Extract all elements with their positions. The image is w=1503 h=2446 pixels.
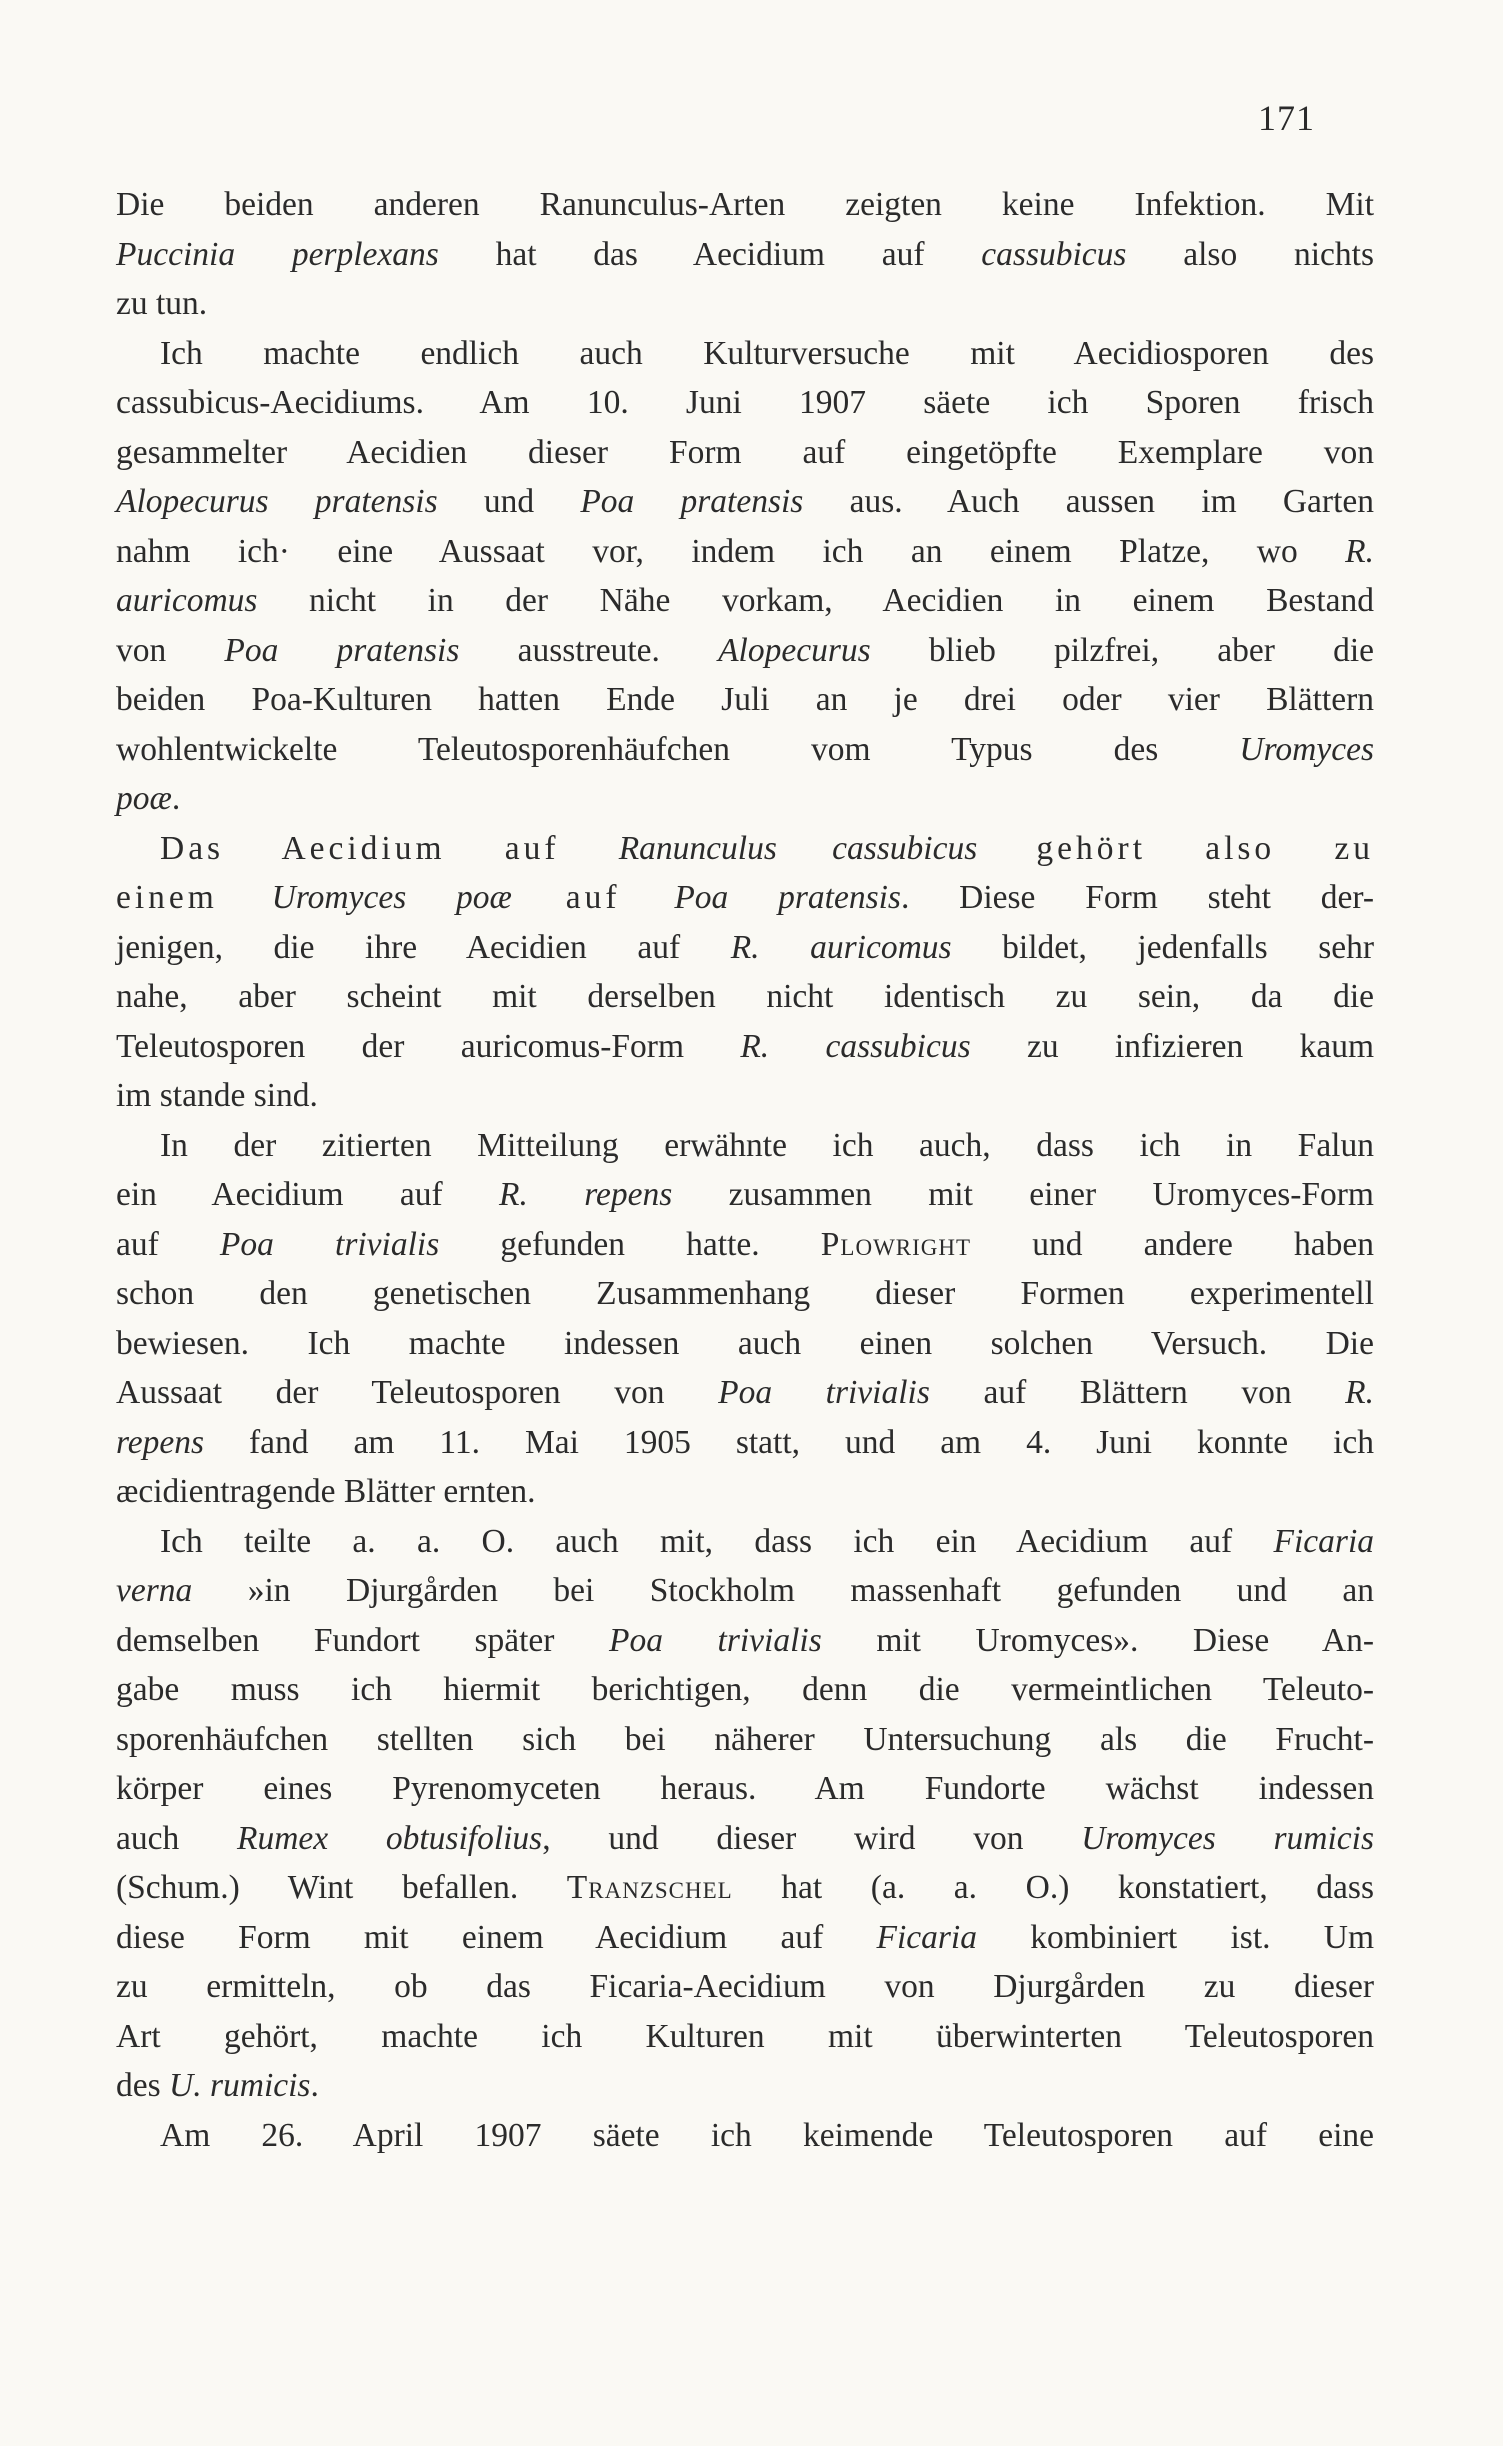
italic-text: auricomus [116, 582, 258, 619]
text-run: blieb pilzfrei, aber die [870, 631, 1375, 669]
text-line [116, 2061, 1374, 2111]
text-run: auf Blättern von [929, 1374, 1346, 1411]
text-run: gehört also zu [977, 829, 1374, 867]
text-line [116, 1368, 1374, 1418]
italic-text: Uromyces [1239, 730, 1374, 768]
small-caps-name: Tranzschel [566, 1869, 733, 1906]
text-line [116, 378, 1374, 428]
text-run: auch [116, 1819, 237, 1857]
text-line [116, 1467, 1374, 1517]
text-run: ausstreute. [459, 631, 719, 669]
text-run: (Schum.) Wint befallen. [116, 1869, 567, 1906]
text-line [116, 428, 1374, 478]
page-number: 171 [1258, 98, 1315, 138]
text-line [116, 1517, 1374, 1567]
italic-text: U. rumicis [169, 2067, 311, 2104]
italic-text: verna [116, 1572, 193, 1609]
text-run: Die beiden anderen Ranunculus-Arten zeigten keine Infektion. Mit [116, 186, 1374, 223]
text-run: hat (a. a. O.) konstatiert, dass [732, 1869, 1374, 1906]
text-line [116, 1220, 1374, 1270]
text-run: zu infizieren kaum [970, 1027, 1375, 1065]
text-run: von [116, 631, 225, 669]
text-line [116, 2111, 1374, 2161]
text-line [116, 1814, 1374, 1864]
text-line [116, 824, 1374, 874]
text-line [116, 1170, 1374, 1220]
text-line [116, 923, 1374, 973]
text-line [116, 1764, 1374, 1814]
text-run: cassubicus-Aecidiums. Am 10. Juni 1907 säete ich Sporen frisch [116, 384, 1374, 421]
text-line [116, 1962, 1374, 2012]
text-run: wohlentwickelte Teleutosporenhäufchen vom Typus des [116, 730, 1240, 768]
text-run: nahe, aber scheint mit derselben nicht identisch zu sein, da die [116, 978, 1374, 1015]
italic-text: Poa pratensis [224, 631, 460, 669]
text-run: einem [116, 879, 272, 916]
text-run: Am 26. April 1907 säete ich keimende Teleutosporen auf eine [160, 2116, 1374, 2154]
text-line [116, 576, 1374, 626]
text-run: zu ermitteln, ob das Ficaria-Aecidium von Djurgården zu dieser [116, 1968, 1374, 2005]
text-run: aus. Auch aussen im Garten [803, 483, 1374, 520]
text-run: mit Uromyces». Diese An- [821, 1621, 1374, 1659]
text-run: gefunden hatte. [439, 1225, 821, 1263]
text-run: und [437, 483, 581, 520]
text-run: demselben Fundort später [116, 1621, 610, 1659]
italic-text: repens [116, 1423, 205, 1461]
text-run: diese Form mit einem Aecidium auf [116, 1918, 877, 1956]
small-caps-name: Plowright [820, 1225, 972, 1263]
text-run: æcidientragende Blätter ernten. [116, 1473, 536, 1510]
text-run: Ich machte endlich auch Kulturversuche mit Aecidiosporen des [160, 334, 1374, 372]
text-run: also nichts [1126, 235, 1374, 273]
text-run: auf [116, 1225, 220, 1263]
text-run: nicht in der Nähe vorkam, Aecidien in einem Bestand [257, 582, 1374, 619]
text-run: »in Djurgården bei Stockholm massenhaft gefunden und an [192, 1572, 1374, 1609]
text-run: und andere haben [971, 1225, 1374, 1263]
italic-text: Poa trivialis [609, 1621, 822, 1659]
italic-text: Poa pratensis [674, 879, 901, 916]
text-run: . Diese Form steht der- [900, 879, 1374, 916]
text-run: nahm ich· eine Aussaat vor, indem ich an einem Platze, wo [116, 532, 1346, 570]
text-line [116, 1715, 1374, 1765]
text-line [116, 774, 1374, 824]
italic-text: Alopecurus [718, 631, 871, 669]
text-run: gabe muss ich hiermit berichtigen, denn die vermeintlichen Teleuto- [116, 1671, 1374, 1708]
text-line [116, 2012, 1374, 2062]
text-line [116, 527, 1374, 577]
text-line [116, 1418, 1374, 1468]
text-run: Das Aecidium auf [160, 829, 619, 867]
text-line [116, 329, 1374, 379]
text-line [116, 1319, 1374, 1369]
text-run: ein Aecidium auf [116, 1176, 500, 1213]
italic-text: R. auricomus [730, 928, 952, 966]
italic-text: R. [1345, 1374, 1374, 1411]
text-line [116, 1863, 1374, 1913]
text-line [116, 1071, 1374, 1121]
text-run: . [310, 2067, 319, 2104]
text-line [116, 230, 1374, 280]
text-run: auf [511, 879, 675, 916]
body-text [116, 180, 1374, 2160]
text-run: schon den genetischen Zusammenhang dieser Formen experimentell [116, 1275, 1374, 1312]
text-line [116, 180, 1374, 230]
italic-text: Alopecurus pratensis [116, 483, 438, 520]
text-run: zusammen mit einer Uromyces-Form [672, 1176, 1374, 1213]
text-line [116, 1022, 1374, 1072]
text-line [116, 1269, 1374, 1319]
italic-text: Ficaria [1273, 1522, 1374, 1560]
text-run: im stande sind. [116, 1077, 318, 1114]
text-line [116, 675, 1374, 725]
text-run: Art gehört, machte ich Kulturen mit überwinterten Teleutosporen [116, 2017, 1374, 2055]
text-run: fand am 11. Mai 1905 statt, und am 4. Juni konnte ich [204, 1423, 1374, 1461]
text-run: körper eines Pyrenomyceten heraus. Am Fundorte wächst indessen [116, 1770, 1374, 1807]
italic-text: R. repens [499, 1176, 673, 1213]
text-run: hat das Aecidium auf [438, 235, 982, 273]
text-line [116, 1913, 1374, 1963]
text-run: gesammelter Aecidien dieser Form auf eingetöpfte Exemplare von [116, 433, 1374, 471]
text-line [116, 725, 1374, 775]
text-run: jenigen, die ihre Aecidien auf [116, 928, 731, 966]
text-line [116, 279, 1374, 329]
italic-text: Uromyces poæ [271, 879, 512, 916]
text-line [116, 626, 1374, 676]
italic-text: Puccinia perplexans [116, 235, 439, 273]
text-line [116, 972, 1374, 1022]
italic-text: Poa trivialis [219, 1225, 440, 1263]
text-run: sporenhäufchen stellten sich bei näherer Untersuchung als die Frucht- [116, 1720, 1374, 1758]
text-run: . [171, 780, 181, 817]
italic-text: R. [1345, 532, 1374, 570]
text-run: zu tun. [116, 285, 208, 322]
text-line [116, 1566, 1374, 1616]
text-run: Aussaat der Teleutosporen von [116, 1374, 719, 1411]
text-run: , und dieser wird von [542, 1819, 1082, 1857]
italic-text: R. cassubicus [740, 1027, 971, 1065]
italic-text: Poa trivialis [718, 1374, 930, 1411]
text-line [116, 873, 1374, 923]
text-line [116, 477, 1374, 527]
text-run: Teleutosporen der auricomus-Form [116, 1027, 741, 1065]
text-run: kombiniert ist. Um [976, 1918, 1374, 1956]
italic-text: Uromyces rumicis [1081, 1819, 1374, 1857]
text-run: Ich teilte a. a. O. auch mit, dass ich ein Aecidium auf [160, 1522, 1274, 1560]
italic-text: Ranunculus cassubicus [618, 829, 978, 867]
text-run: In der zitierten Mitteilung erwähnte ich auch, dass ich in Falun [160, 1126, 1374, 1164]
italic-text: Poa pratensis [580, 483, 804, 520]
text-run: bewiesen. Ich machte indessen auch einen solchen Versuch. Die [116, 1324, 1374, 1362]
text-run: bildet, jedenfalls sehr [951, 928, 1375, 966]
italic-text: Ficaria [876, 1918, 977, 1956]
text-run: beiden Poa-Kulturen hatten Ende Juli an je drei oder vier Blättern [116, 681, 1374, 718]
text-run: des [116, 2067, 170, 2104]
text-line [116, 1616, 1374, 1666]
italic-text: poæ [116, 780, 172, 817]
text-line [116, 1665, 1374, 1715]
italic-text: cassubicus [981, 235, 1127, 273]
text-line [116, 1121, 1374, 1171]
italic-text: Rumex obtusifolius [236, 1819, 543, 1857]
